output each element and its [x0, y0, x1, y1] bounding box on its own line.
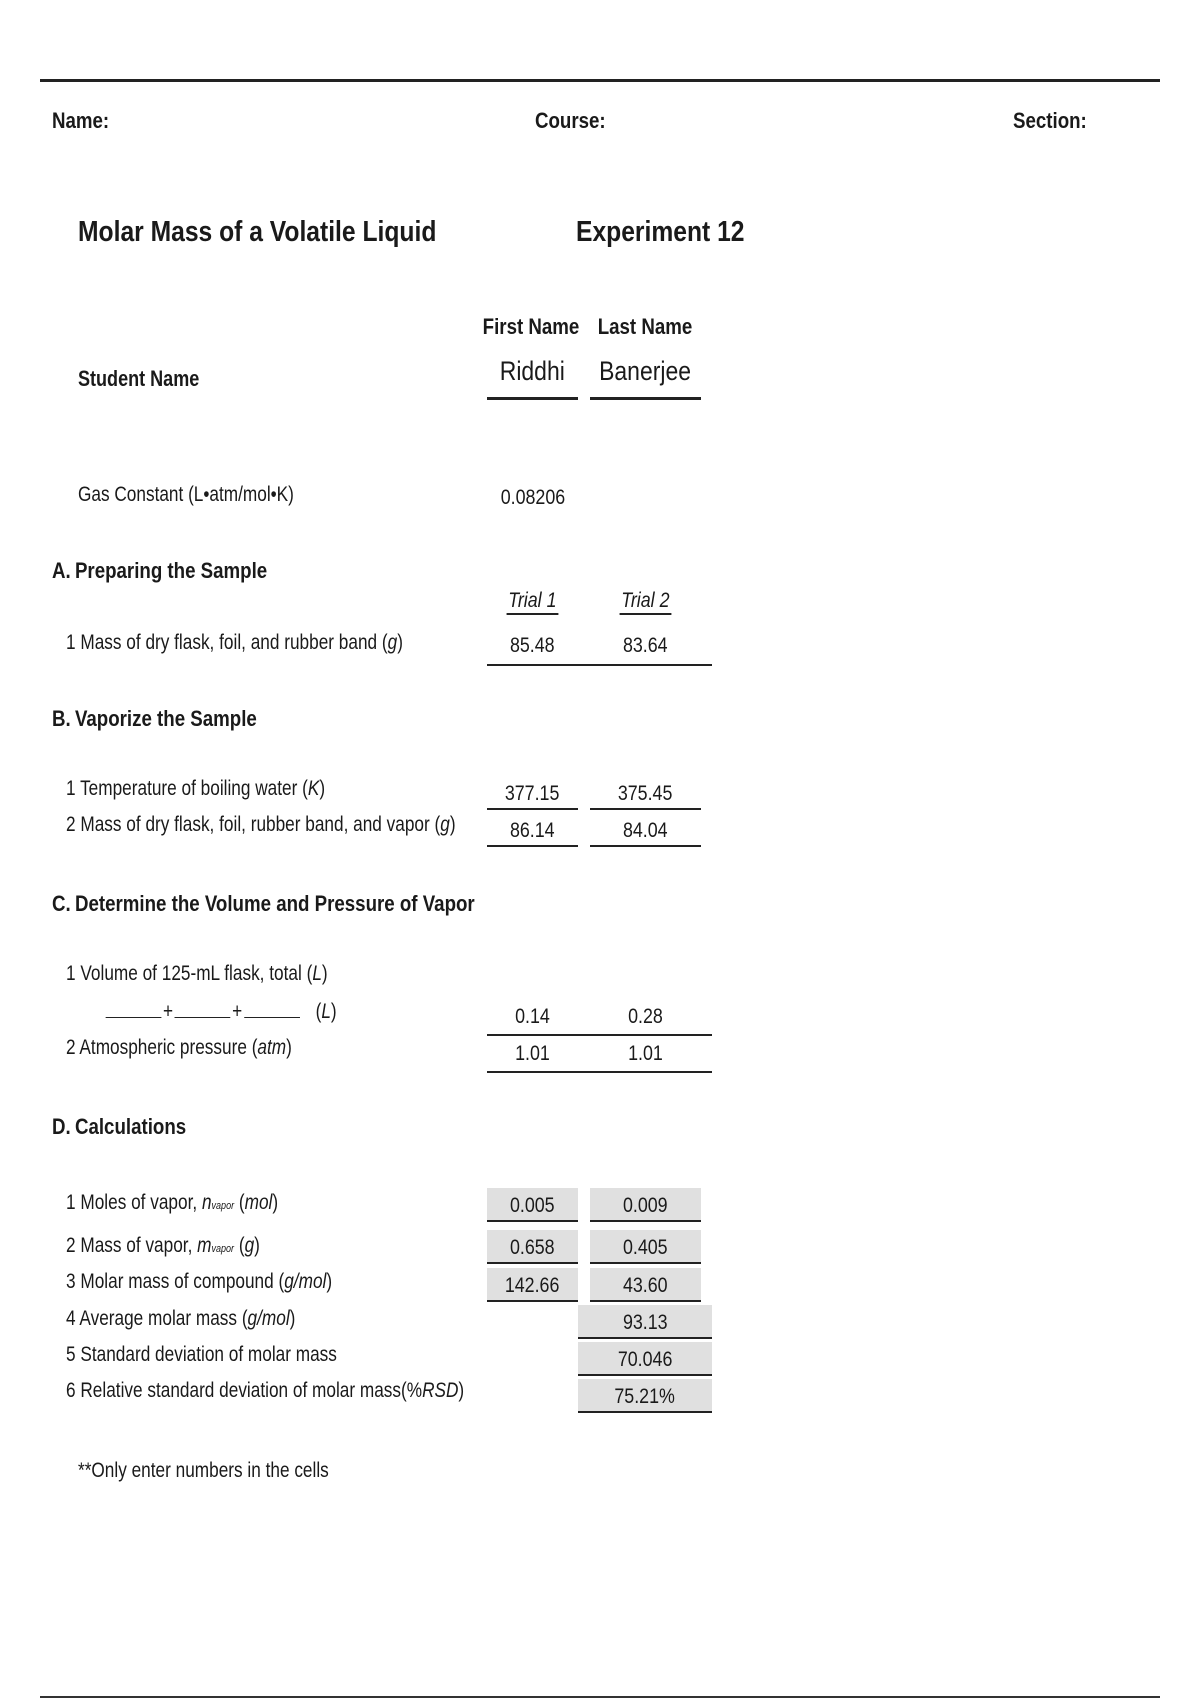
- section-label: Section:: [1013, 108, 1087, 133]
- section-d-heading: D. Calculations: [52, 1114, 187, 1139]
- footnote: **Only enter numbers in the cells: [78, 1459, 329, 1482]
- trial-2-header: Trial 2: [590, 589, 701, 615]
- row-d1-label: 1 Moles of vapor, nvapor (mol): [66, 1191, 279, 1214]
- row-c1-trial1[interactable]: 0.14: [515, 1005, 550, 1028]
- row-c1-volume-sum: + + (L): [104, 1000, 337, 1024]
- row-a1-trial2[interactable]: 83.64: [623, 634, 668, 657]
- row-a1-underline: [487, 664, 712, 666]
- worksheet-title: Molar Mass of a Volatile Liquid: [78, 216, 437, 248]
- section-b-heading: B. Vaporize the Sample: [52, 706, 257, 731]
- row-c1-trial2[interactable]: 0.28: [628, 1005, 663, 1028]
- row-b2-label: 2 Mass of dry flask, foil, rubber band, and vapor (g): [66, 813, 456, 836]
- average-molar-mass-value: 93.13: [578, 1305, 712, 1339]
- row-d2-label: 2 Mass of vapor, mvapor (g): [66, 1234, 260, 1257]
- row-c2-trial2[interactable]: 1.01: [628, 1042, 663, 1065]
- last-name-header: Last Name: [597, 314, 693, 339]
- row-d2-trial2: 0.405: [590, 1230, 701, 1264]
- row-b2-trial1[interactable]: 86.14: [487, 813, 578, 847]
- gas-constant-label: Gas Constant (L•atm/mol•K): [78, 483, 294, 506]
- first-name-header: First Name: [482, 314, 580, 339]
- row-c2-trial1[interactable]: 1.01: [515, 1042, 550, 1065]
- last-name-field[interactable]: Banerjee: [590, 356, 701, 400]
- row-d2-trial1: 0.658: [487, 1230, 578, 1264]
- first-name-field[interactable]: Riddhi: [487, 356, 578, 400]
- row-b1-label: 1 Temperature of boiling water (K): [66, 777, 326, 800]
- section-a-heading: A. Preparing the Sample: [52, 558, 268, 583]
- row-d3-trial1: 142.66: [487, 1268, 578, 1302]
- relative-standard-deviation-value: 75.21%: [578, 1379, 712, 1413]
- row-a1-label: 1 Mass of dry flask, foil, and rubber band (g): [66, 631, 403, 654]
- row-d3-label: 3 Molar mass of compound (g/mol): [66, 1270, 333, 1293]
- name-label: Name:: [52, 108, 110, 133]
- row-d1-trial2: 0.009: [590, 1188, 701, 1222]
- experiment-number: Experiment 12: [576, 216, 745, 248]
- row-c2-underline: [487, 1071, 712, 1073]
- section-c-heading: C. Determine the Volume and Pressure of Vapor: [52, 891, 475, 916]
- row-d5-label: 5 Standard deviation of molar mass: [66, 1343, 337, 1366]
- row-c2-label: 2 Atmospheric pressure (atm): [66, 1036, 292, 1059]
- row-d4-label: 4 Average molar mass (g/mol): [66, 1307, 296, 1330]
- bottom-rule: [40, 1696, 1160, 1698]
- row-b1-trial1[interactable]: 377.15: [487, 776, 578, 810]
- trial-1-header: Trial 1: [487, 589, 578, 615]
- row-a1-trial1[interactable]: 85.48: [510, 634, 555, 657]
- row-b2-trial2[interactable]: 84.04: [590, 813, 701, 847]
- row-d3-trial2: 43.60: [590, 1268, 701, 1302]
- course-label: Course:: [535, 108, 606, 133]
- row-d1-trial1: 0.005: [487, 1188, 578, 1222]
- standard-deviation-value: 70.046: [578, 1342, 712, 1376]
- row-d6-label: 6 Relative standard deviation of molar mass(%RSD): [66, 1379, 465, 1402]
- row-b1-trial2[interactable]: 375.45: [590, 776, 701, 810]
- gas-constant-value: 0.08206: [500, 486, 565, 509]
- student-name-label: Student Name: [78, 366, 200, 391]
- top-rule: [40, 79, 1160, 82]
- row-c1-label: 1 Volume of 125-mL flask, total (L): [66, 962, 328, 985]
